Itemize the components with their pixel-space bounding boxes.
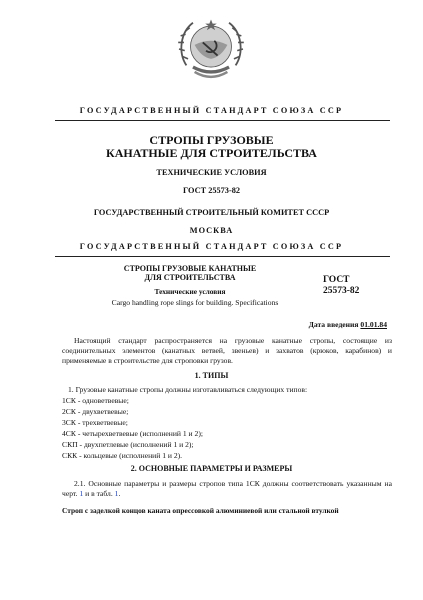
standard-english-title: Cargo handling rope slings for building. Specifications <box>111 298 279 307</box>
type-item: 4СК - четырехветвевые (исполнений 1 и 2); <box>62 429 203 438</box>
city-name: МОСКВА <box>189 226 234 235</box>
type-item: 1СК - одноветвевые; <box>62 396 129 405</box>
standard-subtitle: Технические условия <box>154 287 226 296</box>
type-item: СКП - двухпетлевые (исполнений 1 и 2); <box>62 440 194 449</box>
document-subtitle: ТЕХНИЧЕСКИЕ УСЛОВИЯ <box>156 168 267 177</box>
introduction-date-value: 01.01.84 <box>360 320 387 329</box>
gost-number: ГОСТ 25573-82 <box>182 186 241 195</box>
gost-box <box>323 275 383 297</box>
intro-paragraph-text: Настоящий стандарт распространяется на грузовые канатные стропы, состоящие из соединительных элементов (канатных ветвей, звеньев) и захватов (крюков, карабинов) и применяемые в строительстве для строповки грузов. <box>62 336 392 365</box>
standard-title-line2: ДЛЯ СТРОИТЕЛЬСТВА <box>144 273 236 282</box>
section-heading-types: 1. ТИПЫ <box>194 371 229 380</box>
table-link[interactable]: 1 <box>114 489 119 498</box>
section2-text-end: . <box>118 489 121 498</box>
introduction-date <box>309 320 387 329</box>
section2-text-mid: и в табл. <box>85 489 113 498</box>
section-heading-parameters: 2. ОСНОВНЫЕ ПАРАМЕТРЫ И РАЗМЕРЫ <box>130 464 293 473</box>
introduction-date-label: Дата введения <box>308 320 359 329</box>
divider <box>55 120 390 121</box>
divider <box>55 256 390 257</box>
gost-label: ГОСТ <box>323 275 350 285</box>
type-item: 2СК - двухветвевые; <box>62 407 129 416</box>
types-lead: 1. Грузовые канатные стропы должны изготавливаться следующих типов: <box>68 385 308 394</box>
sling-description-line: Строп с заделкой концов каната опрессовкой алюминиевой или стальной втулкой <box>62 506 339 515</box>
type-item: СКК - кольцевые (исполнений 1 и 2). <box>62 451 183 460</box>
ussr-emblem-icon <box>170 8 252 90</box>
drawing-link[interactable]: 1 <box>79 489 84 498</box>
state-standard-heading-2: ГОСУДАРСТВЕННЫЙ СТАНДАРТ СОЮЗА ССР <box>79 242 344 251</box>
standard-title-line1: СТРОПЫ ГРУЗОВЫЕ КАНАТНЫЕ <box>123 264 257 273</box>
section2-text: 2.1. Основные параметры и размеры стропов типа 1СК должны соответствовать указанным на черт. <box>62 479 392 498</box>
intro-paragraph <box>62 336 392 366</box>
committee-name: ГОСУДАРСТВЕННЫЙ СТРОИТЕЛЬНЫЙ КОМИТЕТ СССР <box>93 208 330 217</box>
document-title-line2: КАНАТНЫЕ ДЛЯ СТРОИТЕЛЬСТВА <box>106 146 317 160</box>
document-title-line1: СТРОПЫ ГРУЗОВЫЕ <box>149 133 274 147</box>
type-item: 3СК - трехветвевые; <box>62 418 128 427</box>
section2-paragraph <box>62 479 392 499</box>
gost-code: 25573-82 <box>323 286 360 296</box>
state-standard-heading: ГОСУДАРСТВЕННЫЙ СТАНДАРТ СОЮЗА ССР <box>79 106 344 115</box>
